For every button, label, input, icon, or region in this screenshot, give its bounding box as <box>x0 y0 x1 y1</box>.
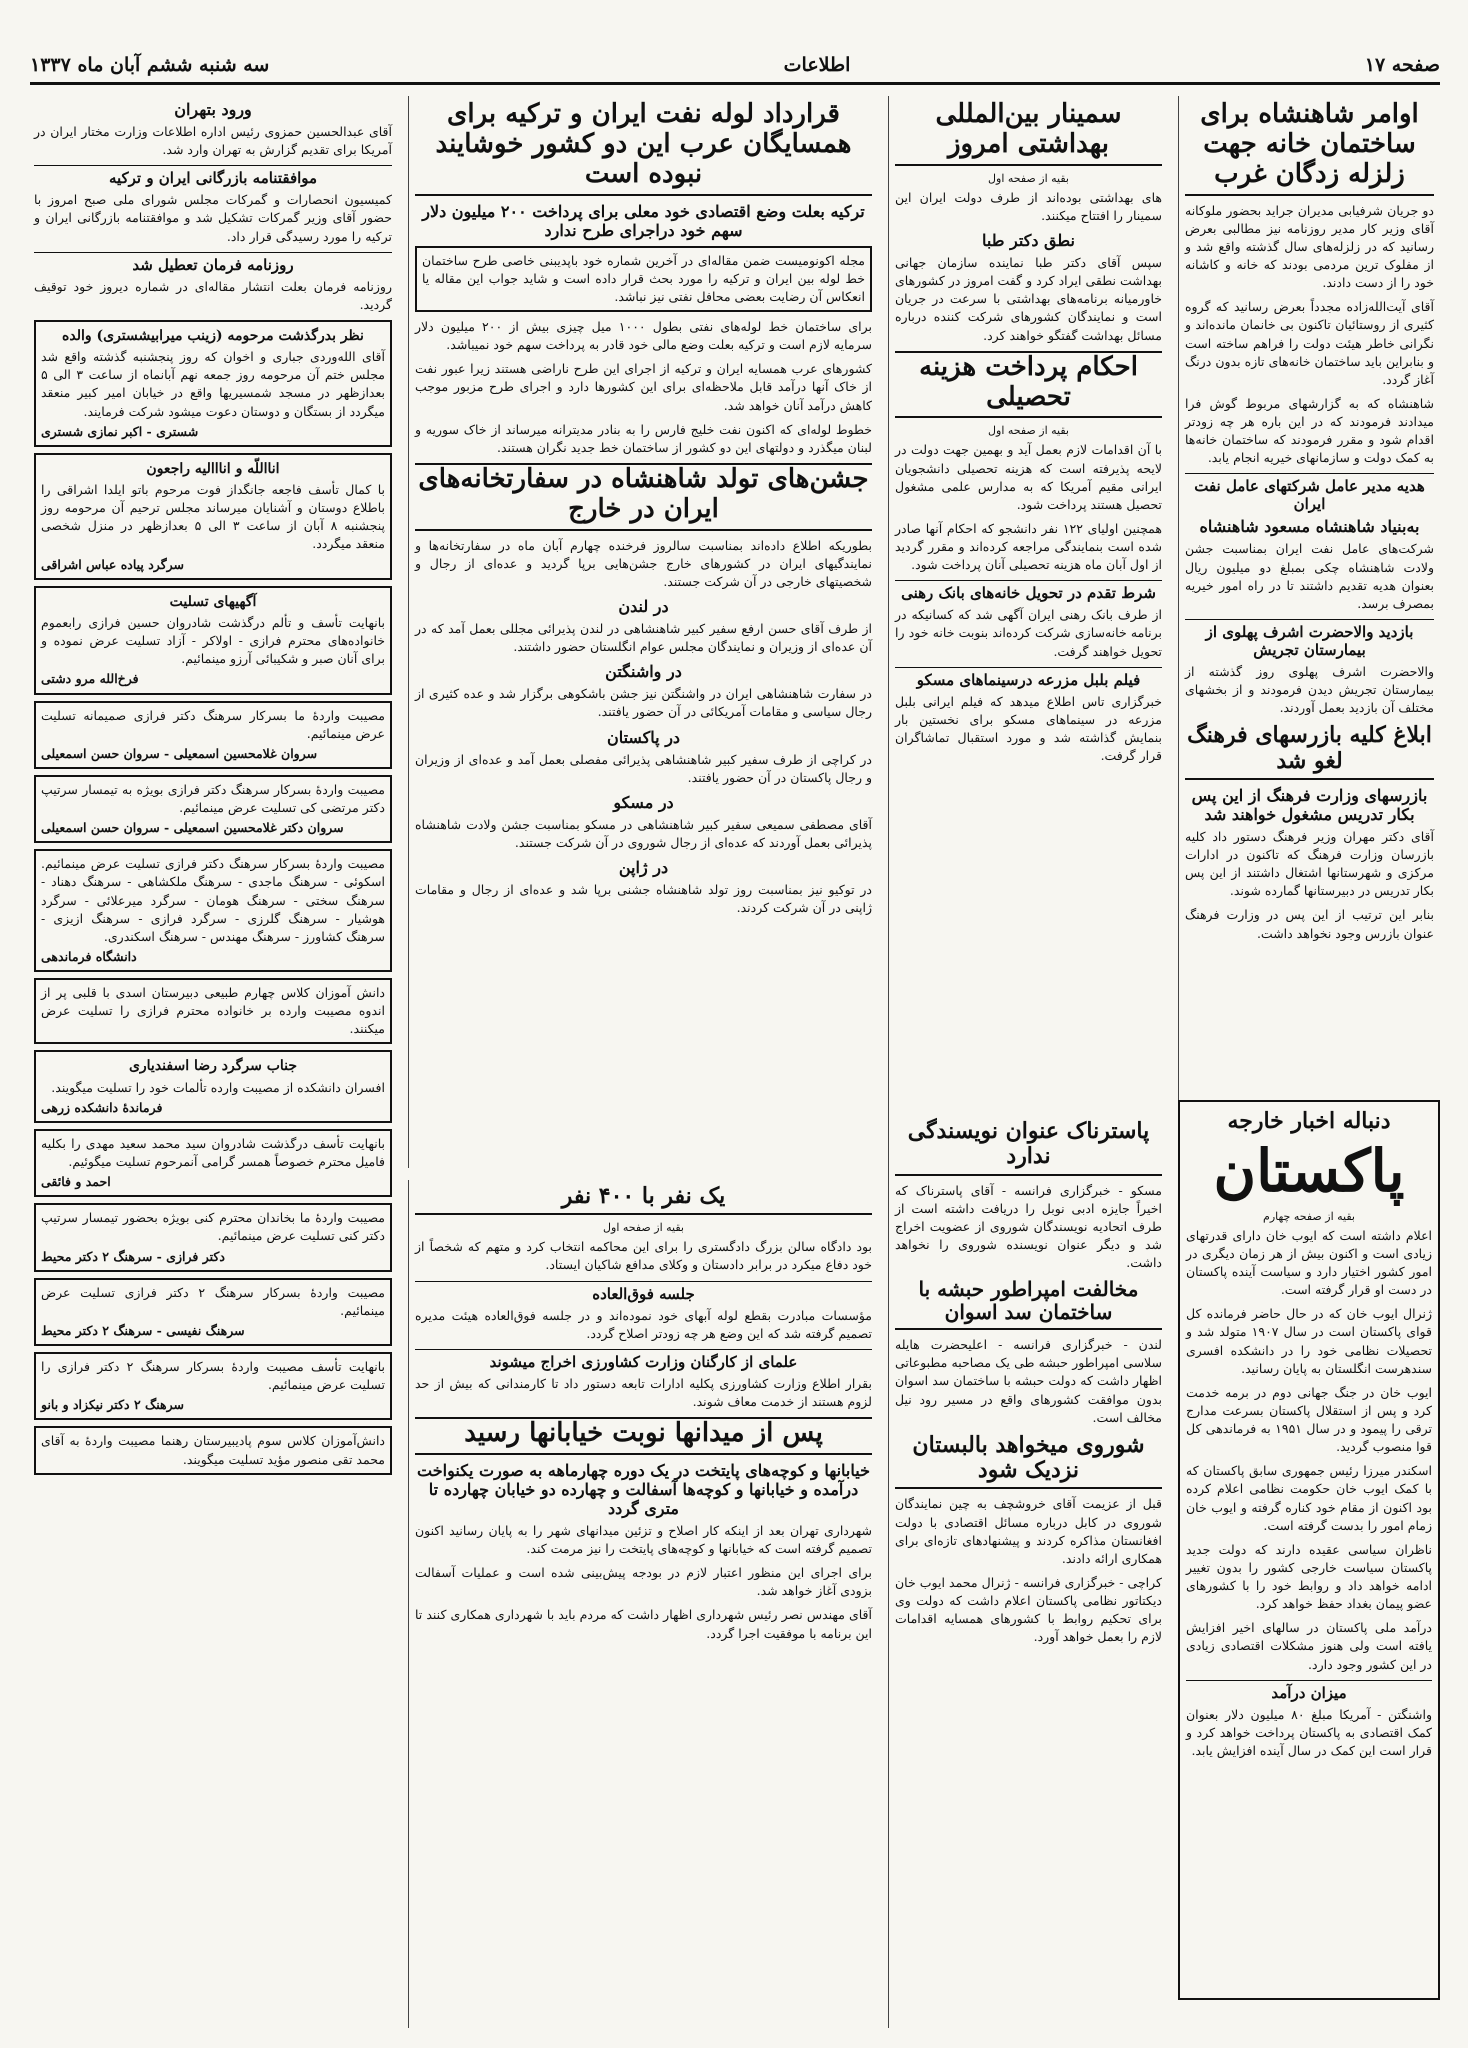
notice-signature: شستری - اکبر نمازی شستری <box>41 423 199 439</box>
article-text: آقای مصطفی سمیعی سفیر کبیر شاهنشاهی در مسکو بمناسبت جشن ولادت شاهنشاه پذیرائی بعمل آوردند که عده‌ای از رجال شوروی در آن شرکت جستند. <box>415 816 872 850</box>
article-text: کمیسیون انحصارات و گمرکات مجلس شورای ملی صبح امروز با حضور آقای وزیر گمرکات تشکیل شد و موافقتنامه بازرگانی ایران و ترکیه را مورد رسیدگی قرار داد. <box>34 192 392 244</box>
notice-signature: سرهنگ نفیسی - سرهنگ ۲ دکتر محیط <box>41 1322 245 1338</box>
subheadline-washington: در واشنگتن <box>605 662 682 682</box>
column-2 <box>888 96 1168 1148</box>
article-text: ناظران سیاسی عقیده دارند که دولت جدید پاکستان سیاست خارجی کشور را بدون تغییر ادامه خواهد داد و روابط خود را با کشورهای عضو پیمان بغداد حفظ خواهد کرد. <box>1186 1541 1432 1612</box>
article-text: برای اجرای این منظور اعتبار لازم در بودجه پیش‌بینی شده است و عملیات آسفالت بزودی آغاز خواهد شد. <box>415 1565 872 1599</box>
notice-text: مصیبت واردهٔ بسرکار سرهنگ دکتر فرازی بویژه به تیمسار سرتیپ دکتر مرتضی کی تسلیت عرض مینمائیم. <box>41 781 385 816</box>
article-text: با آن اقدامات لازم بعمل آید و بهمین جهت دولت در لایحه پذیرفته است که هزینه تحصیلی دانشجویان ایرانی مقیم آمریکا که به مدارس علمی مشغول تحصیل هستند پرداخت شود. <box>895 442 1162 512</box>
condolence-notice <box>34 1129 392 1197</box>
subheadline-pakistan: در پاکستان <box>606 727 681 747</box>
column-3 <box>408 96 878 1168</box>
article-text: از طرف آقای حسن ارفع سفیر کبیر شاهنشاهی در لندن پذیرائی مجللی بعمل آمد که در آن عده‌ای از وزیران و نمایندگان مجلس عوام انگلستان حضور داشتند. <box>415 621 872 655</box>
subheadline-mortgage: شرط تقدم در تحویل خانه‌های بانک رهنی <box>895 580 1162 602</box>
condolence-notice <box>34 1352 392 1420</box>
subheadline-farman: روزنامه فرمان تعطیل شد <box>34 252 392 274</box>
article-text: اسکندر میرزا رئیس جمهوری سابق پاکستان که با کمک ایوب خان حکومت نظامی اعلام کرده بود اکنون از مقام خود کناره گرفته و ایوب خان زمام امور را بدست گرفته است. <box>1186 1463 1432 1533</box>
continued-note: بقیه از صفحه اول <box>988 424 1069 438</box>
condolence-notice <box>34 1426 392 1474</box>
article-text: کشورهای عرب همسایه ایران و ترکیه از اجرای این طرح ناراضی هستند زیرا عبور نفت از خاک آنها درآمد قابل ملاحظه‌ای برای این کشورها دارد و اجرای طرح مزبور موجب کاهش درآمد آنان خواهد شد. <box>415 361 872 413</box>
subheadline-meeting: جلسه فوق‌العاده <box>415 1281 872 1303</box>
notice-signature: سرگرد پیاده عباس اشراقی <box>41 556 185 572</box>
condolence-notice <box>34 1050 392 1123</box>
subheadline-moscow: در مسکو <box>613 792 674 812</box>
article-text: دو جریان شرفیابی مدیران جراید بحضور ملوکانه آقای وزیر کار مدیر روزنامه نیز مطالبی بعرض رسانید که در زلزله‌های سال گذشته واقع شد و از مفلوک ترین مردمی بودند که خانه و کاشانه خود را از دست دادند. <box>1185 202 1434 291</box>
notice-text: آقای الله‌وردی جباری و اخوان که روز پنجشنبه گذشته واقع شد مجلس ختم آن مرحومه روز جمعه نهم آبانماه از ساعت ۳ الی ۵ بعدازظهر در مسجد شمسیریها واقع در خیابان امیر کبیر منعقد میگردد از بستگان و دوستان دعوت میشود شرکت فرمایند. <box>41 349 386 419</box>
condolence-notice <box>34 978 392 1044</box>
headline-inspectors: ابلاغ کلیه بازرسهای فرهنگ لغو شد <box>1185 723 1434 780</box>
pakistan-title: پاکستان <box>1213 1137 1405 1205</box>
condolence-notice <box>34 586 392 695</box>
article-text: در سفارت شاهنشاهی ایران در واشنگتن نیز جشن باشکوهی برگزار شد و عده کثیری از رجال سیاسی و مقامات آمریکائی در آن حضور یافتند. <box>415 686 872 720</box>
article-text: واشنگتن - آمریکا مبلغ ۸۰ میلیون دلار بعنوان کمک اقتصادی به پاکستان پرداخت خواهد کرد و قرار است این کمک در سال آینده افزایش یابد. <box>1186 1706 1432 1758</box>
headline-streets: پس از میدانها نوبت خیابانها رسید <box>415 1417 872 1455</box>
notice-signature: فرخ‌الله مرو دشتی <box>41 671 139 687</box>
article-text: آقای مهندس نصر رئیس شهرداری اظهار داشت که مردم باید با شهرداری همکاری کنند تا این برنامه با موفقیت اجرا گردد. <box>415 1607 872 1641</box>
article-text: از طرف بانک رهنی ایران آگهی شد که کسانیکه در برنامه خانه‌سازی شرکت کرده‌اند بنوبت خانه خود را تحویل خواهند گرفت. <box>895 607 1162 659</box>
subheadline-london: در لندن <box>618 597 669 617</box>
notice-signature: دانشگاه فرماندهی <box>41 948 137 964</box>
continued-note: بقیه از صفحه چهارم <box>1263 1209 1355 1223</box>
continued-note: بقیه از صفحه اول <box>988 171 1069 185</box>
notice-text: دانش آموزان کلاس چهارم طبیعی دبیرستان اسدی با قلبی پر از اندوه مصیبت وارده بر خانواده محترم فرازی را تسلیت عرض میکنند. <box>41 985 385 1037</box>
notice-signature: فرماندهٔ دانشکده زرهی <box>41 1099 163 1115</box>
headline-pasternak: پاسترناک عنوان نویسندگی ندارد <box>895 1119 1162 1176</box>
economist-box <box>415 246 872 312</box>
article-text: درآمد ملی پاکستان در سالهای اخیر افزایش یافته است ولی هنوز مشکلات اقتصادی زیادی در این کشور وجود دارد. <box>1186 1620 1432 1672</box>
notice-text: با کمال تأسف فاجعه جانگداز فوت مرحوم باتو ایلدا اشراقی را باطلاع دوستان و آشنایان میرساند مجلس ترحیم آن مرحومه روز پنجشنبه ۸ آبان از ساعت ۳ الی ۵ بعدازظهر در منزل شخصی منعقد میگردد. <box>41 482 385 552</box>
notice-signature: سروان دکتر غلامحسین اسمعیلی - سروان حسن اسمعیلی <box>41 820 344 836</box>
issue-date: سه شنبه ششم آبان ماه ۱۳۳۷ <box>30 54 270 76</box>
subheadline-income: میزان درآمد <box>1186 1680 1432 1702</box>
subheadline-oil-gift-2: به‌بنیاد شاهنشاه مسعود شاهنشاه <box>1199 517 1420 537</box>
article-text: کراچی - خبرگزاری فرانسه - ژنرال محمد ایوب خان دیکتاتور نظامی پاکستان اعلام داشت که دولت وی برای تحکیم روابط با کشورهای همسایه اقدامات لازم را بعمل خواهد آورد. <box>895 1574 1162 1645</box>
subheadline-oil-gift: هدیه مدیر عامل شرکتهای عامل نفت ایران <box>1185 473 1434 513</box>
article-text: قبل از عزیمت آقای خروشچف به چین نمایندگان شوروی در کابل درباره مسائل اقتصادی با دولت افغانستان مذاکره کردند و پیشنهادهای تازه‌ای برای همکاری ارائه دادند. <box>895 1496 1162 1566</box>
article-text: لندن - خبرگزاری فرانسه - اعلیحضرت هایله سلاسی امپراطور حبشه طی یک مصاحبه مطبوعاتی اظهار داشت که دولت حبشه با ساختمان سد اسوان بدون موافقت کشورهای واقع در مسیر رود نیل مخالف است. <box>895 1337 1162 1425</box>
headline-soviet: شوروی میخواهد بالبستان نزدیک شود <box>895 1433 1162 1490</box>
column-4 <box>28 96 398 2028</box>
column-2-lower <box>888 1115 1168 2028</box>
article-text: سپس آقای دکتر طبا نماینده سازمان جهانی بهداشت نطقی ایراد کرد و گفت امروز در کشورهای خاورمیانه برنامه‌های بهداشتی با سرعت در جریان است و نمایندگان کشورهای شرکت کننده درباره مسائل بهداشت گفتگو خواهند کرد. <box>895 255 1162 343</box>
notice-signature: سرهنگ ۲ دکتر نیکزاد و بانو <box>41 1397 184 1413</box>
article-text: آقای عبدالحسین حمزوی رئیس اداره اطلاعات وزارت مختار ایران در آمریکا برای تقدیم گزارش به تهران وارد شد. <box>34 124 392 158</box>
paper-name: اطلاعات <box>783 54 851 76</box>
condolence-notice <box>34 775 392 843</box>
article-text: در کراچی از طرف سفیر کبیر شاهنشاهی پذیرائی مفصلی بعمل آمد و عده‌ای از وزیران و رجال پاکستان در آن حضور یافتند. <box>415 751 872 785</box>
article-text: بنابر این ترتیب از این پس در وزارت فرهنگ عنوان بازرس وجود نخواهد داشت. <box>1185 907 1434 941</box>
notice-heading: انااللّه و انااالیه راجعون <box>146 460 280 477</box>
subheadline-inspectors: بازرسهای وزارت فرهنگ از این پس بکار تدریس مشغول خواهند شد <box>1191 785 1428 824</box>
subheadline-agriculture: علمای از کارگنان وزارت کشاورزی اخراج میشوند <box>415 1349 872 1371</box>
headline-aswan: مخالفت امپراطور حبشه با ساختمان سد اسوان <box>895 1278 1162 1330</box>
notice-heading: آگهیهای تسلیت <box>169 593 257 610</box>
notice-text: مصیبت واردهٔ ما بسرکار سرهنگ دکتر فرازی صمیمانه تسلیت عرض مینمائیم. <box>41 707 385 741</box>
notice-text: مصیبت واردهٔ بسرکار سرهنگ دکتر فرازی تسلیت عرض مینمائیم. اسکوئی - سرهنگ ماجدی - سرهنگ ملکشاهی - سرهنگ دهناد - سرهنگ سختی - سرهنگ هومان - سرگرد میرعلائی - سرگرد هوشیار - سرهنگ گلرزی - سرگرد فرازی - سرهنگ ازیزی - سرهنگ کشاورز - سرهنگ مهندس - سرهنگ اسکندری. <box>41 856 385 944</box>
notice-signature: دکتر فرازی - سرهنگ ۲ دکتر محیط <box>41 1248 225 1264</box>
subheadline-hospital-visit: بازدید والاحضرت اشرف پهلوی از بیمارستان تجریش <box>1185 619 1434 659</box>
pakistan-box <box>1178 1100 1440 2000</box>
column-3-lower <box>408 1180 878 2028</box>
subheadline-speech: نطق دکتر طبا <box>982 231 1075 251</box>
notice-text: بانهایت تأسف درگذشت شادروان سید محمد سعید مهدی را بکلیه فامیل محترم خصوصاً همسر گرامی آنمرحوم تسلیت میگوئیم. <box>41 1135 385 1170</box>
headline-celebrations: جشن‌های تولد شاهنشاه در سفارتخانه‌های ایران در خارج <box>415 463 872 531</box>
article-text: شاهنشاه که به گزارشهای مربوط گوش فرا میدادند فرمودند که در این باره هر چه زودتر اقدام شود و مقرر فرمودند که ساختمان خانه‌ها به کمک دولت و سازمانهای خیریه انجام یابد. <box>1185 395 1434 466</box>
condolence-notice <box>34 1278 392 1346</box>
masthead <box>30 48 1440 85</box>
article-text: شرکت‌های عامل نفت ایران بمناسبت جشن ولادت شاهنشاه چکی بمبلغ دو میلیون ریال بعنوان هدیه تقدیم داشتند تا در راه امور خیریه بمصرف برسد. <box>1185 541 1434 611</box>
obituary-notice <box>34 453 392 580</box>
economist-text: مجله اکونومیست ضمن مقاله‌ای در آخرین شماره خود باپدیبنی خاصی طرح ساختمان خط لوله بین ایران و ترکیه را مورد بحث قرار داده است و شاید جواب این مقاله یا انعکاس آن رضایت بعضی محافل نفتی نیز نباشد. <box>422 252 865 304</box>
obituary-notice <box>34 320 392 447</box>
notice-text: مصیبت واردهٔ ما بخاندان محترم کنی بویژه بحضور تیمسار سرتیپ دکتر کنی تسلیت عرض مینمائیم. <box>41 1210 385 1244</box>
article-text: برای ساختمان خط لوله‌های نفتی بطول ۱۰۰۰ میل چیزی بیش از ۲۰۰ میلیون دلار سرمایه لازم است و ترکیه بعلت وضع مالی خود قادر به پرداخت سهم خود نمیباشد. <box>415 319 872 353</box>
notice-text: دانش‌آموزان کلاس سوم پادیبیرستان رهنما مصیبت واردهٔ به آقای محمد تقی منصور مؤید تسلیت میگویند. <box>41 1433 385 1467</box>
article-text: بود دادگاه سالن بزرگ دادگستری را برای این محاکمه انتخاب کرد و متهم که شخصاً از خود دفاع میکرد در برابر دادستان و وکلای مدافع شاکیان ایستاد. <box>415 1239 872 1273</box>
article-text: های بهداشتی بوده‌اند از طرف دولت ایران این سمینار را افتتاح میکنند. <box>895 189 1162 223</box>
article-text: مسکو - خبرگزاری فرانسه - آقای پاسترناک که اخیراً جایزه ادبی نوبل را دریافت داشته است از طرف اتحادیه نویسندگان شوروی از عضویت اخراج شد و دیگر عنوان نویسنده شوروی را نخواهد داشت. <box>895 1182 1162 1271</box>
article-text: خبرگزاری تاس اطلاع میدهد که فیلم ایرانی بلبل مزرعه در سینماهای مسکو برای نخستین بار بنمایش گذاشته شد و مورد استقبال تماشاگران قرار گرفت. <box>895 693 1162 764</box>
foreign-news-banner: دنباله اخبار خارجه <box>1227 1108 1391 1134</box>
notice-text: افسران دانشکده از مصیبت وارده تألمات خود را تسلیت میگویند. <box>51 1079 385 1095</box>
subheadline-streets: خیابانها و کوچه‌های پایتخت در یک دوره چهارماهه به صورت یکنواخت درآمده و خیابانها و کوچه‌ها آسفالت و چهارده دو خیابان چهارده تا متری گردد <box>417 1460 870 1518</box>
condolence-notice <box>34 849 392 972</box>
condolence-notice <box>34 1203 392 1271</box>
headline-one-vs-400: یک نفر با ۴۰۰ نفر <box>415 1184 872 1215</box>
article-text: ژنرال ایوب خان که در حال حاضر فرمانده کل قوای پاکستان است در سال ۱۹۰۷ متولد شد و تحصیلات نظامی خود را در دانشکده افسری سندهرست انگلستان به پایان رسانید. <box>1186 1306 1432 1376</box>
article-text: خطوط لوله‌ای که اکنون نفت خلیج فارس را به بنادر مدیترانه میرساند از خاک سوریه و لبنان میگذرد و دولتهای این دو کشور از ساختمان خط جدید نگران هستند. <box>415 421 872 455</box>
headline-tuition: احکام پرداخت هزینه تحصیلی <box>895 351 1162 419</box>
article-text: ایوب خان در جنگ جهانی دوم در برمه خدمت کرد و پس از استقلال پاکستان بسرعت مدارج ترقی را پیمود و در سال ۱۹۵۱ به فرماندهی کل قوا منصوب گردید. <box>1186 1384 1432 1455</box>
article-text: والاحضرت اشرف پهلوی روز گذشته از بیمارستان تجریش دیدن فرمودند و از بخشهای مختلف آن بازدید بعمل آوردند. <box>1185 663 1434 716</box>
notice-heading: نظر بدرگذشت مرحومه (زینب میرابیشستری) والده <box>62 327 364 344</box>
notice-text: بانهایت تأسف و تألم درگذشت شادروان حسین فرازی رابعموم خانواده‌های محترم فرازی - اولاکر - آزاد تسلیت عرض نموده و برای آنان صبر و شکیبائی آرزو مینمائیم. <box>41 615 385 667</box>
article-text: اعلام داشته است که ایوب خان دارای قدرتهای زیادی است و اکنون بیش از هر زمان دیگری در امور کشور اختیار دارد و سیاست آینده پاکستان در دست او قرار گرفته است. <box>1186 1227 1432 1298</box>
notice-signature: سروان غلامحسین اسمعیلی - سروان حسن اسمعیلی <box>41 745 318 761</box>
notice-heading: جناب سرگرد رضا اسفندیاری <box>128 1058 298 1075</box>
article-text: بقرار اطلاع وزارت کشاورزی پکلیه ادارات تابعه دستور داد تا کارمندانی که بیش از حد لزوم هستند از خدمت معاف شوند. <box>415 1375 872 1409</box>
subheadline-film: فیلم بلبل مزرعه درسینماهای مسکو <box>895 667 1162 689</box>
continued-note: بقیه از صفحه اول <box>603 1221 684 1235</box>
article-text: مؤسسات مبادرت بقطع لوله آبهای خود نموده‌اند و در جلسه فوق‌العاده هیئت مدیره تصمیم گرفته شد که این وضع هر چه زودتر اصلاح گردد. <box>415 1307 872 1341</box>
subheadline-arrival: ورود بتهران <box>174 100 252 119</box>
subheadline-pipeline: ترکیه بعلت وضع اقتصادی خود معلی برای پرداخت ۲۰۰ میلیون دلار سهم خود دراجرای طرح ندارد <box>422 201 865 240</box>
notice-signature: احمد و فائقی <box>41 1174 111 1190</box>
notice-text: بانهایت تأسف مصیبت واردهٔ بسرکار سرهنگ ۲ دکتر فرازی را تسلیت عرض مینمائیم. <box>41 1359 385 1393</box>
article-text: آقای دکتر مهران وزیر فرهنگ دستور داد کلیه بازرسان وزارت فرهنگ که تاکنون در ادارات مرکزی و شهرستانها اشتغال داشتند از این پس بکار تدریس در دبیرستانها گمارده شوند. <box>1185 828 1434 899</box>
article-text: همچنین اولیای ۱۲۲ نفر دانشجو که احکام آنها صادر شده است بنمایندگی مراجعه کرده‌اند و مقرر گردید از اول آبان ماه هزینه تحصیلی آنان پرداخت شود. <box>895 520 1162 573</box>
headline-shah-orders: اوامر شاهنشاه برای ساختمان خانه جهت زلزله زدگان غرب <box>1185 100 1434 196</box>
headline-pipeline: قرارداد لوله نفت ایران و ترکیه برای همسایگان عرب این دو کشور خوشایند نبوده است <box>415 100 872 196</box>
article-text: شهرداری تهران بعد از اینکه کار اصلاح و تزئین میدانهای شهر را به پایان رسانید اکنون تصمیم گرفته است که خیابانها و کوچه‌های پایتخت را نیز مرمت کند. <box>415 1522 872 1557</box>
subheadline-japan: در ژاپن <box>618 858 669 878</box>
article-text: روزنامه فرمان بعلت انتشار مقاله‌ای در شماره دیروز خود توقیف گردید. <box>34 278 392 312</box>
subheadline-trade-agreement: موافقتنامه بازرگانی ایران و ترکیه <box>34 165 392 187</box>
article-text: بطوریکه اطلاع داده‌اند بمناسبت سالروز فرخنده چهارم آبان ماه در سفارتخانه‌ها و نمایندگیهای ایران در کشورهای خارج جشن‌هایی برپا گردید و عده‌ای از رجال و شخصیتهای خارجی در آن شرکت جستند. <box>415 537 872 589</box>
notice-text: مصیبت واردهٔ بسرکار سرهنگ ۲ دکتر فرازی تسلیت عرض مینمائیم. <box>41 1284 385 1318</box>
article-text: آقای آیت‌الله‌زاده مجدداً بعرض رسانید که گروه کثیری از روستائیان تاکنون بی خانمان مانده‌اند و نگرانی خاطر هیئت دولت را فراهم ساخته است و بنابراین باید ساختمان خانه‌های تازه بدون درنگ آغاز گردد. <box>1185 299 1434 387</box>
headline-seminar: سمینار بین‌المللی بهداشتی امروز <box>895 100 1162 166</box>
page-number: صفحه ۱۷ <box>1364 54 1440 76</box>
article-text: در توکیو نیز بمناسبت روز تولد شاهنشاه جشنی برپا شد و عده‌ای از رجال و مقامات ژاپنی در آن شرکت کردند. <box>415 882 872 916</box>
condolence-notice <box>34 701 392 769</box>
